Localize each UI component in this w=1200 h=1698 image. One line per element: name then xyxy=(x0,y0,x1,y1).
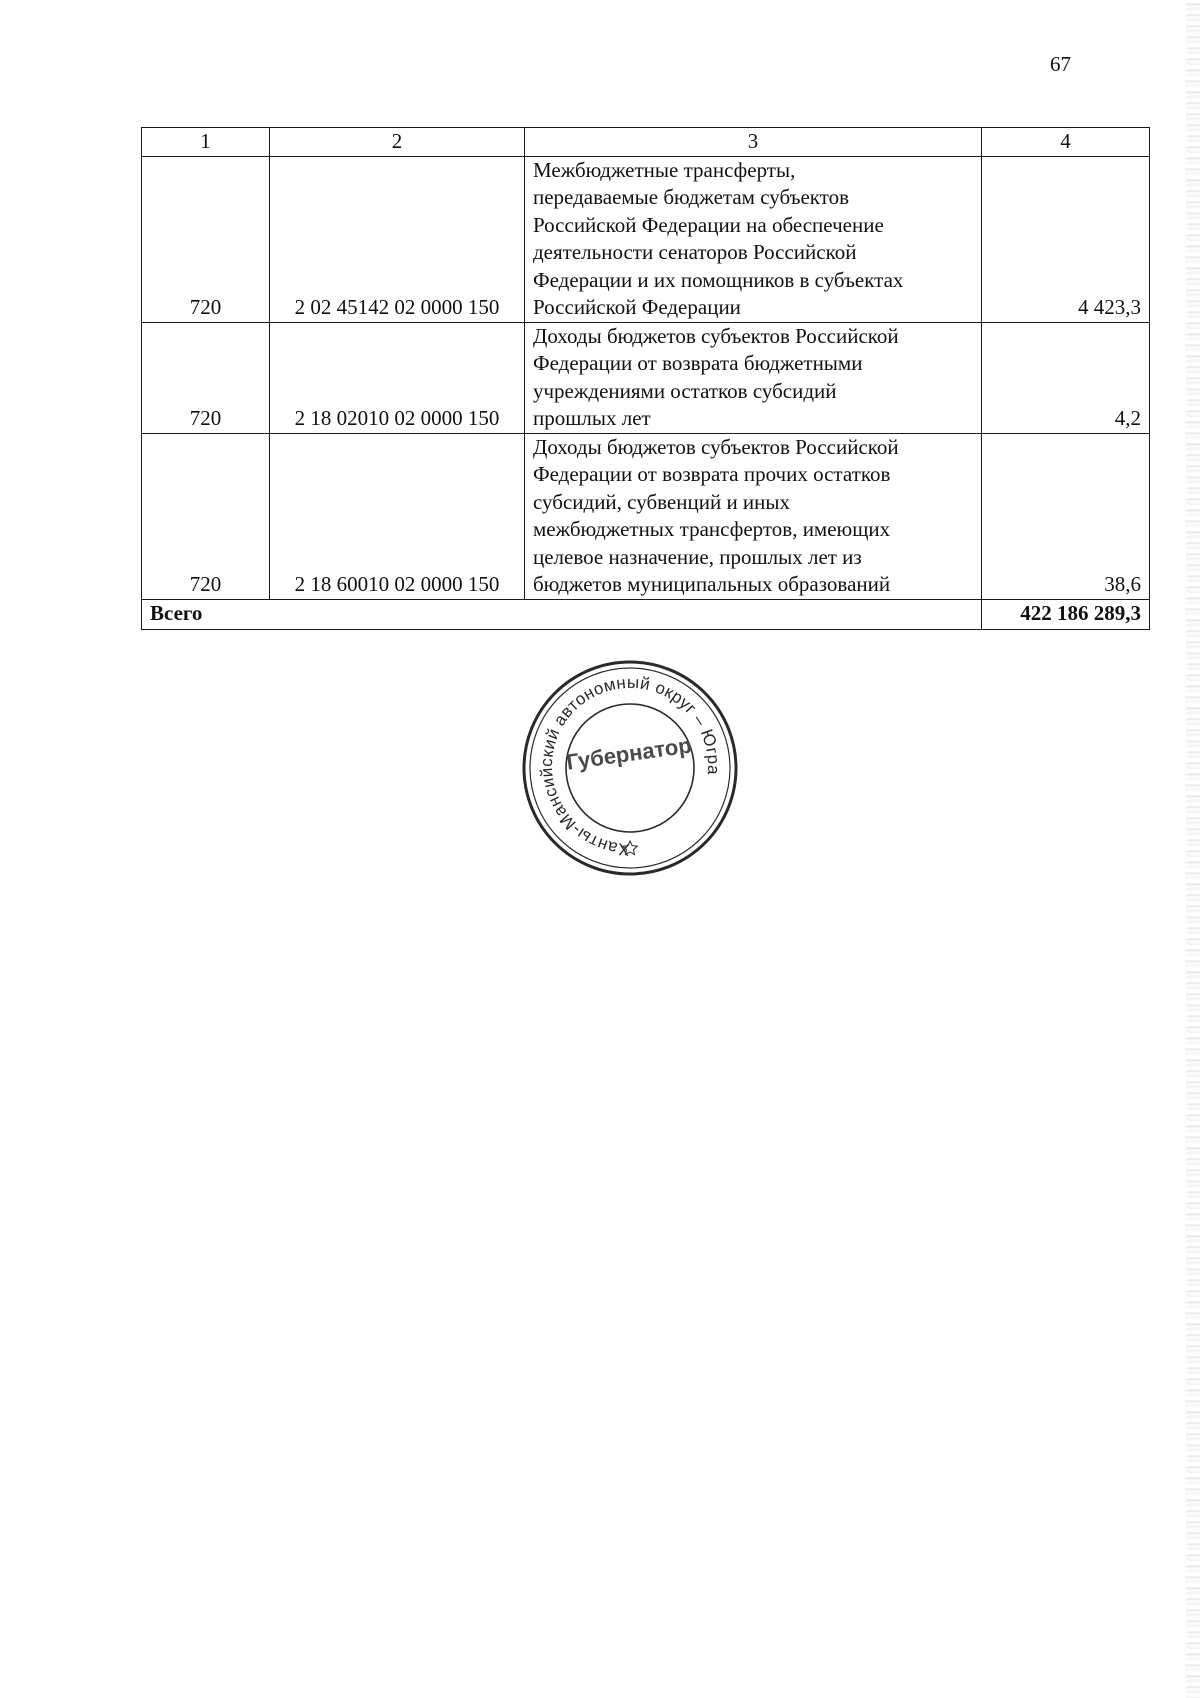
page-number: 67 xyxy=(1050,52,1071,76)
amount-cell: 4,2 xyxy=(982,322,1150,433)
description-line: Федерации и их помощников в субъектах xyxy=(533,267,904,292)
admin-code-cell: 720 xyxy=(142,433,270,599)
table-row xyxy=(142,156,1150,322)
description-line: Федерации от возврата прочих остатков xyxy=(533,462,891,486)
description-cell xyxy=(525,433,982,599)
governor-seal xyxy=(518,658,742,878)
scan-edge xyxy=(1186,0,1200,1698)
admin-code-cell: 720 xyxy=(142,322,270,433)
table-row xyxy=(142,433,1150,599)
budget-code-cell: 2 18 02010 02 0000 150 xyxy=(270,322,525,433)
description-line: учреждениями остатков субсидий xyxy=(533,378,837,403)
description-line: Доходы бюджетов субъектов Российской xyxy=(533,434,899,459)
description-line: Российской Федерации на обеспечение xyxy=(533,212,884,237)
column-header-3: 3 xyxy=(525,128,982,157)
description-line: субсидий, субвенций и иных xyxy=(533,489,791,514)
description-line: Федерации от возврата бюджетными xyxy=(533,351,863,375)
budget-code-cell: 2 02 45142 02 0000 150 xyxy=(270,156,525,322)
description-line: деятельности сенаторов Российской xyxy=(533,240,857,264)
column-header-1: 1 xyxy=(142,128,270,157)
description-line: бюджетов муниципальных образований xyxy=(533,572,891,596)
description-line: передаваемые бюджетам субъектов xyxy=(533,185,850,209)
description-cell xyxy=(525,156,982,322)
total-amount: 422 186 289,3 xyxy=(982,599,1150,629)
column-header-4: 4 xyxy=(982,128,1150,157)
total-row xyxy=(142,599,1150,629)
description-line: межбюджетных трансфертов, имеющих xyxy=(533,517,891,541)
table-header-row xyxy=(142,128,1150,157)
description-line: Межбюджетные трансферты, xyxy=(533,157,796,182)
budget-table xyxy=(141,127,1150,630)
description-line: Российской Федерации xyxy=(533,295,741,319)
amount-cell: 38,6 xyxy=(982,433,1150,599)
seal-center-text: Губернатор xyxy=(564,732,694,775)
total-label: Всего xyxy=(142,599,982,629)
seal-ring-text-path: Ханты-Мансийский автономный округ – Югра xyxy=(536,672,724,860)
budget-code-cell: 2 18 60010 02 0000 150 xyxy=(270,433,525,599)
description-line: прошлых лет xyxy=(533,406,651,430)
admin-code-cell: 720 xyxy=(142,156,270,322)
description-line: Доходы бюджетов субъектов Российской xyxy=(533,323,899,348)
description-cell xyxy=(525,322,982,433)
description-line: целевое назначение, прошлых лет из xyxy=(533,544,862,569)
column-header-2: 2 xyxy=(270,128,525,157)
table-row xyxy=(142,322,1150,433)
amount-cell: 4 423,3 xyxy=(982,156,1150,322)
